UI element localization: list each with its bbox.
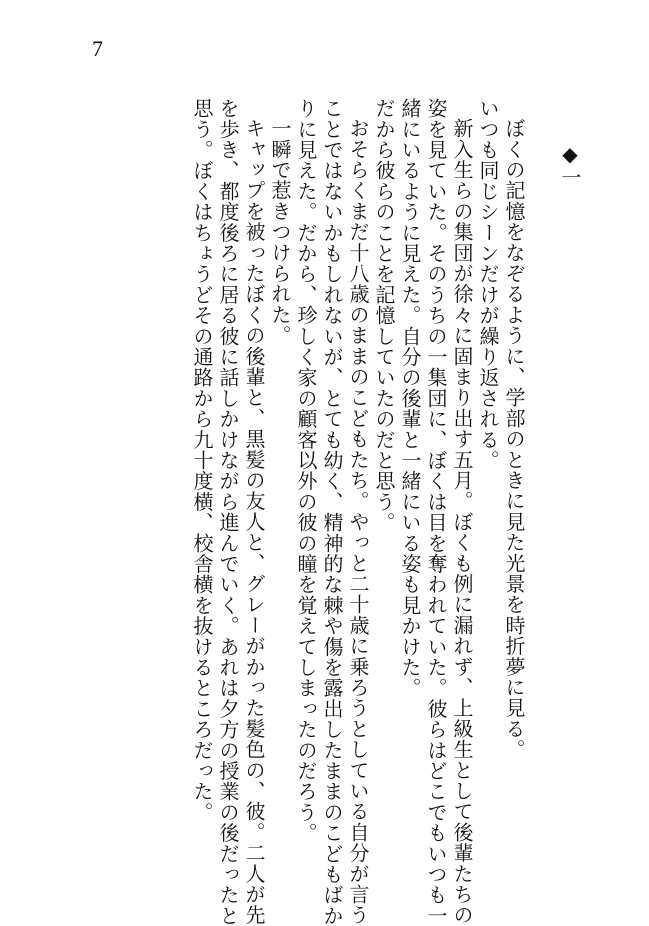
text-line: いつも同じシーンだけが繰り返される。	[476, 98, 500, 471]
text-line: 緒にいるように見えた。自分の後輩と一緒にいる姿も見かけた。	[398, 98, 422, 699]
text-line: ぼくの記憶をなぞるように、学部のときに見た光景を時折夢に見る。	[502, 118, 526, 760]
text-line: りに見えた。だから、珍しく家の顧客以外の彼の瞳を覚えてしまったのだろう。	[294, 98, 318, 844]
body-text	[189, 98, 527, 926]
text-line: だから彼らのことを記憶していたのだと思う。	[372, 98, 396, 533]
text-line: 一瞬で惹きつけられた。	[268, 118, 292, 346]
text-line: 新入生らの集団が徐々に固まり出す五月。ぼくも例に漏れず、上級生として後輩たちの	[450, 118, 474, 926]
chapter-heading: ◆一	[558, 142, 582, 188]
page-number: 7	[92, 36, 103, 61]
text-line: ことではないかもしれないが、とても幼く、精神的な棘や傷を露出したままのこどもばか	[320, 98, 344, 926]
vertical-text-body	[189, 98, 583, 926]
text-line: おそらくまだ十八歳のままのこどもたち。やっと二十歳に乗ろうとしている自分が言う	[346, 118, 370, 926]
text-line: 姿を見ていた。そのうちの一集団に、ぼくは目を奪われていた。彼らはどこでもいつも一	[424, 98, 448, 926]
text-line: キャップを被ったぼくの後輩と、黒髪の友人と、グレーがかった髪色の、彼。二人が先	[242, 118, 266, 926]
text-line: を歩き、都度後ろに居る彼に話しかけながら進んでいく。あれは夕方の授業の後だったと	[216, 98, 240, 926]
text-line: 思う。ぼくはちょうどその通路から九十度横、校舎横を抜けるところだった。	[190, 98, 214, 823]
